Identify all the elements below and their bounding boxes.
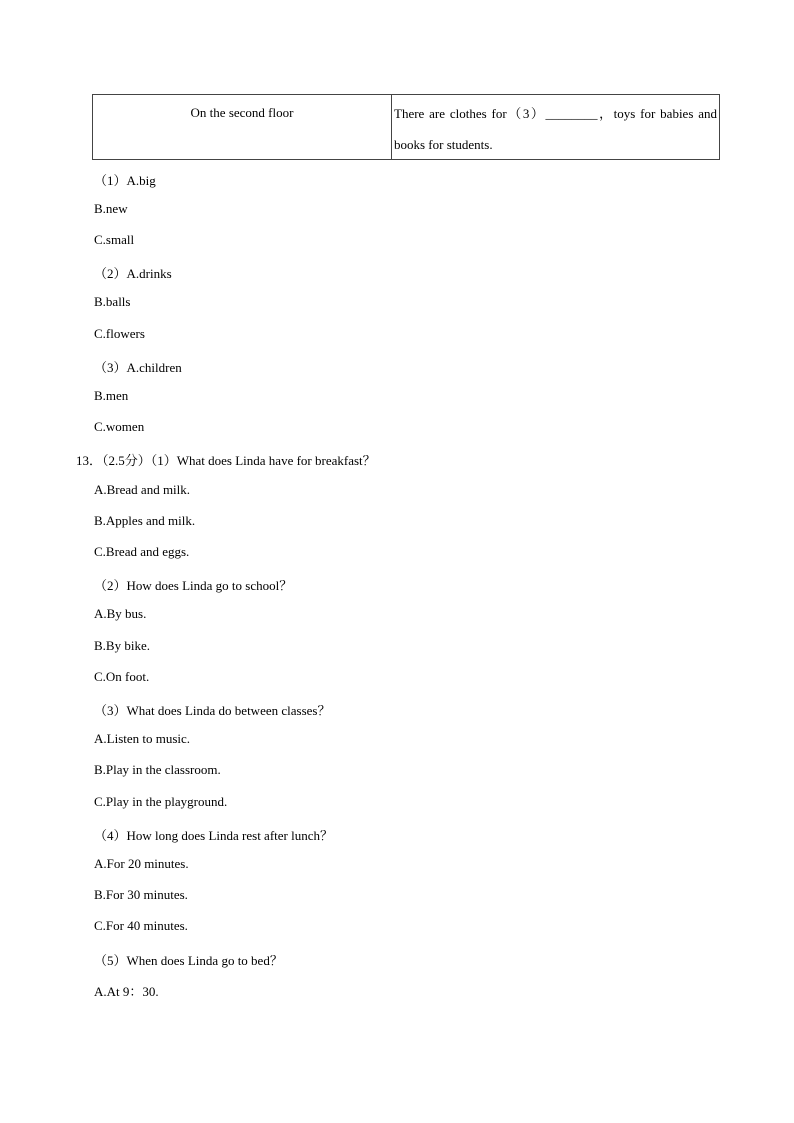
q13-5-option-a: A.At 9：30. xyxy=(94,984,159,999)
q13-3-question: （3）What does Linda do between classes？ xyxy=(94,703,331,718)
q13-2-option-c: C.On foot. xyxy=(94,669,150,684)
q13-4-option-b: B.For 30 minutes. xyxy=(94,887,188,902)
q13-1-option-a: A.Bread and milk. xyxy=(94,482,191,497)
q13-2-option-b: B.By bike. xyxy=(94,638,150,653)
q12-3-option-c: C.women xyxy=(94,419,145,434)
q13-4-option-c: C.For 40 minutes. xyxy=(94,918,188,933)
info-table xyxy=(92,94,720,160)
q12-2-option-a: （2）A.drinks xyxy=(94,266,172,281)
question-13-header: 13．（2.5分）（1）What does Linda have for breakfast？ xyxy=(76,453,376,468)
q13-3-option-b: B.Play in the classroom. xyxy=(94,762,221,777)
q13-3-option-c: C.Play in the playground. xyxy=(94,794,228,809)
q13-1-option-c: C.Bread and eggs. xyxy=(94,544,190,559)
table-cell-floor: On the second floor xyxy=(93,95,392,159)
q12-1-option-c: C.small xyxy=(94,232,135,247)
q13-5-question: （5）When does Linda go to bed？ xyxy=(94,953,283,968)
q12-3-option-b: B.men xyxy=(94,388,129,403)
q12-1-option-a: （1）A.big xyxy=(94,173,156,188)
q12-2-option-c: C.flowers xyxy=(94,326,145,341)
q12-3-option-a: （3）A.children xyxy=(94,360,182,375)
q13-4-option-a: A.For 20 minutes. xyxy=(94,856,189,871)
q12-2-option-b: B.balls xyxy=(94,294,131,309)
q13-2-option-a: A.By bus. xyxy=(94,606,147,621)
q13-1-option-b: B.Apples and milk. xyxy=(94,513,196,528)
q13-4-question: （4）How long does Linda rest after lunch？ xyxy=(94,828,334,843)
q13-2-question: （2）How does Linda go to school？ xyxy=(94,578,293,593)
q13-3-option-a: A.Listen to music. xyxy=(94,731,191,746)
q12-1-option-b: B.new xyxy=(94,201,128,216)
table-cell-description: There are clothes for（3）________，toys for babies and books for students. xyxy=(394,106,717,152)
